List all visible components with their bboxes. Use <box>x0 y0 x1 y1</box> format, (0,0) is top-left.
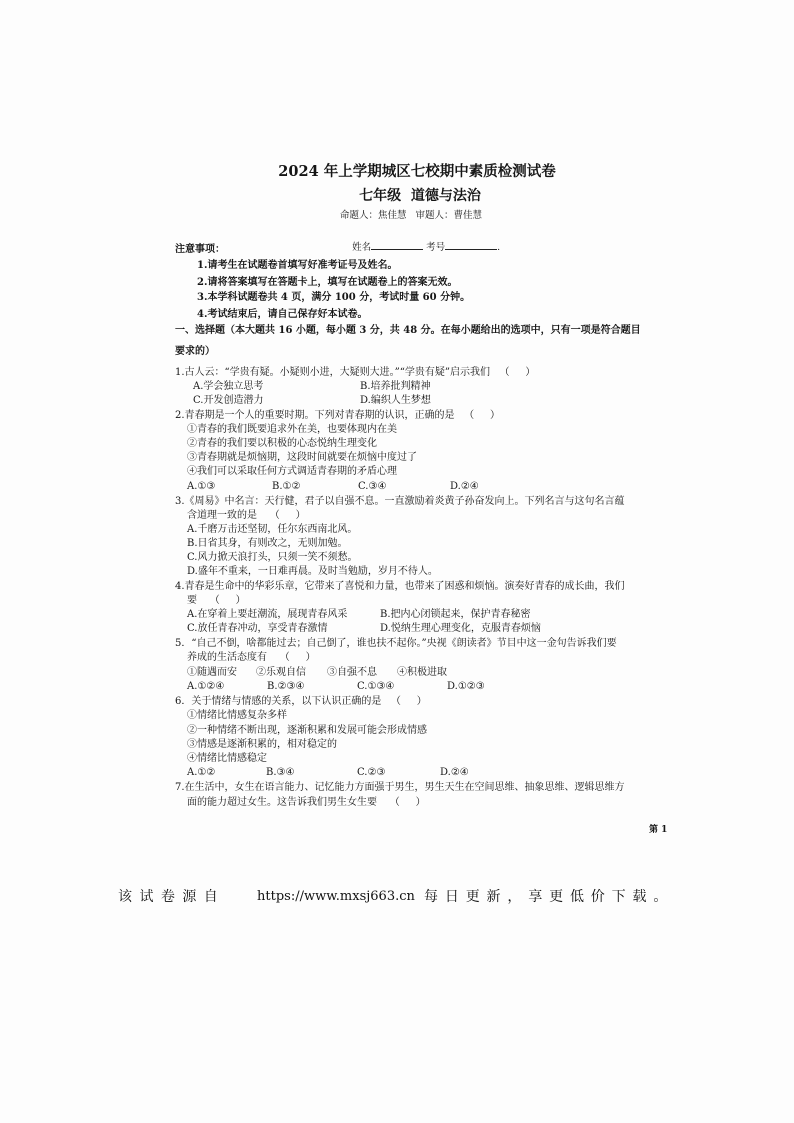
question-1-option-a: A.学会独立思考 <box>193 381 264 392</box>
question-4-option-b: B.把内心闭锁起来，保护青春秘密 <box>380 609 531 620</box>
exam-title: 2024 年上学期城区七校期中素质检测试卷 <box>278 163 556 180</box>
question-1-stem: 1.古人云：“学贵有疑。小疑则小进，大疑则大进。”“学贵有疑”启示我们 （ ） <box>175 367 536 378</box>
name-label: 姓名 <box>352 242 372 253</box>
footer-source: 该 试 卷 源 自 <box>118 889 220 905</box>
question-5-statement: ①随遇而安 <box>187 667 237 678</box>
footer-tagline: 每 日 更 新 ， 享 更 低 价 下 载 。 <box>424 889 669 905</box>
exam-authors: 命题人：焦佳慧 审题人：曹佳慧 <box>340 210 483 221</box>
question-6-option-d: D.②④ <box>440 767 469 778</box>
question-6-option-c: C.②③ <box>357 767 386 778</box>
question-7-stem: 7.在生活中，女生在语言能力、记忆能力方面强于男生，男生天生在空间思维、抽象思维、逻辑思维方 <box>175 782 625 793</box>
question-6-statement: ③情感是逐渐积累的，相对稳定的 <box>187 739 337 750</box>
notice-item: 1.请考生在试题卷首填写好准考证号及姓名。 <box>197 260 398 271</box>
question-3-option-b: B.日省其身，有则改之，无则加勉。 <box>187 538 348 549</box>
question-2-stem: 2.青春期是一个人的重要时期。下列对青春期的认识，正确的是 （ ） <box>175 410 500 421</box>
section-heading-cont: 要求的） <box>175 346 215 357</box>
question-5-statement: ③自强不息 <box>327 667 377 678</box>
question-4-stem: 4.青春是生命中的华彩乐章，它带来了喜悦和力量，也带来了困惑和烦恼。演奏好青春的成长曲，我们 <box>175 581 625 592</box>
question-2-statement: ③青春期就是烦恼期，这段时间就要在烦恼中度过了 <box>187 452 417 463</box>
question-6-statement: ④情绪比情感稳定 <box>187 753 267 764</box>
question-4-option-a: A.在穿着上要赶潮流，展现青春风采 <box>187 609 348 620</box>
question-3-stem: 3.《周易》中名言：天行健，君子以自强不息。一直激励着炎黄子孙奋发向上。下列名言与这句名言蕴 <box>175 496 625 507</box>
exam-subject: 七年级 道德与法治 <box>359 188 481 204</box>
question-2-statement: ①青春的我们既要追求外在美，也要体现内在美 <box>187 424 397 435</box>
id-label: 考号 <box>426 242 446 253</box>
question-1-option-b: B.培养批判精神 <box>360 381 431 392</box>
footer-url: https://www.mxsj663.cn <box>257 889 415 904</box>
question-5-option-a: A.①②④ <box>187 681 225 692</box>
question-6-statement: ②一种情绪不断出现，逐渐积累和发展可能会形成情感 <box>187 725 427 736</box>
question-3-option-d: D.盛年不重来，一日难再晨。及时当勉励，岁月不待人。 <box>187 566 438 577</box>
notice-item: 2.请将答案填写在答题卡上，填写在试题卷上的答案无效。 <box>197 277 458 288</box>
question-5-option-c: C.①③④ <box>357 681 395 692</box>
question-5-stem-cont: 养成的生活态度有 （ ） <box>187 652 316 663</box>
question-7-stem-cont: 面的能力超过女生。这告诉我们男生女生要 （ ） <box>187 797 426 808</box>
notice-item: 4.考试结束后，请自己保存好本试卷。 <box>197 309 368 320</box>
question-5-statement: ②乐观自信 <box>256 667 306 678</box>
question-2-statement: ②青春的我们要以积极的心态悦纳生理变化 <box>187 438 377 449</box>
question-2-option-b: B.①② <box>272 481 301 492</box>
question-3-stem-cont: 含道理一致的是 （ ） <box>187 510 306 521</box>
question-1-option-c: C.开发创造潜力 <box>193 395 264 406</box>
question-6-option-b: B.③④ <box>266 767 295 778</box>
notice-item: 3.本学科试题卷共 4 页，满分 100 分，考试时量 60 分钟。 <box>197 292 471 303</box>
question-2-option-c: C.③④ <box>358 481 387 492</box>
question-5-option-b: B.②③④ <box>267 681 305 692</box>
question-1-option-d: D.编织人生梦想 <box>360 395 431 406</box>
question-6-option-a: A.①② <box>187 767 216 778</box>
question-4-option-d: D.悦纳生理心理变化，克服青春烦恼 <box>380 623 541 634</box>
question-3-option-c: C.风力掀天浪打头，只须一笑不须愁。 <box>187 552 358 563</box>
question-2-statement: ④我们可以采取任何方式调适青春期的矛盾心理 <box>187 466 397 477</box>
page-number: 第 1 <box>649 825 668 835</box>
question-6-statement: ①情绪比情感复杂多样 <box>187 710 287 721</box>
question-4-option-c: C.放任青春冲动，享受青春激情 <box>187 623 328 634</box>
question-5-option-d: D.①②③ <box>447 681 485 692</box>
question-2-option-d: D.②④ <box>450 481 479 492</box>
id-blank <box>445 240 497 250</box>
question-5-statement: ④积极进取 <box>397 667 447 678</box>
question-2-option-a: A.①③ <box>187 481 216 492</box>
question-4-stem-cont: 要 （ ） <box>187 595 246 606</box>
notice-heading: 注意事项： <box>175 244 225 255</box>
question-5-stem: 5．“自己不倒，啥都能过去；自己倒了，谁也扶不起你。”央视《朗读者》节目中这一金句告诉我们要 <box>175 638 617 649</box>
name-blank <box>371 240 423 250</box>
section-heading: 一、选择题（本大题共 16 小题，每小题 3 分，共 48 分。在每小题给出的选项中，只有一项是符合题目 <box>175 325 641 336</box>
question-3-option-a: A.千磨万击还坚韧，任尔东西南北风。 <box>187 524 358 535</box>
question-6-stem: 6．关于情绪与情感的关系，以下认识正确的是 （ ） <box>175 696 427 707</box>
name-line-end: . <box>497 242 501 253</box>
